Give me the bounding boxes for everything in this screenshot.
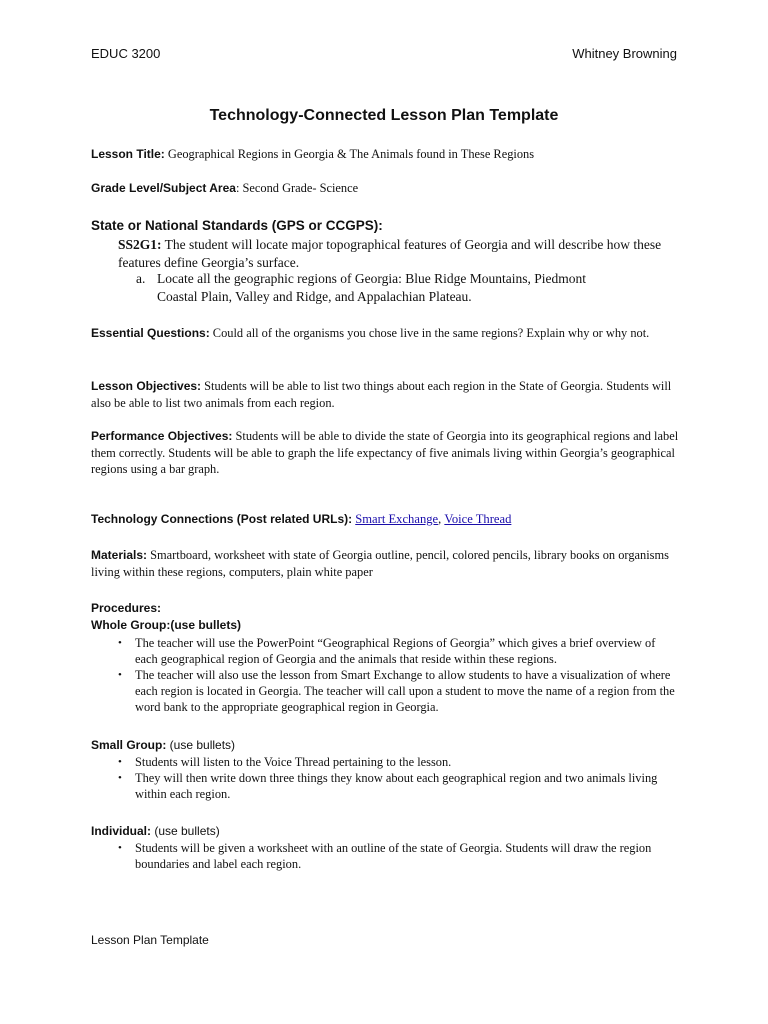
whole-group-heading	[91, 617, 681, 634]
essential-questions-label: Essential Questions:	[91, 326, 210, 340]
smart-exchange-link[interactable]: Smart Exchange	[355, 512, 439, 526]
lesson-objectives-label: Lesson Objectives:	[91, 379, 202, 393]
standards-code: SS2G1:	[118, 237, 162, 252]
procedures-label: Procedures:	[91, 601, 162, 615]
small-group-heading	[91, 737, 681, 754]
performance-objectives-row	[91, 428, 681, 478]
small-group-label: Small Group:	[91, 738, 167, 752]
lesson-title-row	[91, 146, 681, 163]
lesson-title-label: Lesson Title:	[91, 147, 165, 161]
page-footer: Lesson Plan Template	[91, 933, 209, 947]
standards-item-line1: Locate all the geographic regions of Georgia: Blue Ridge Mountains, Piedmont	[157, 271, 587, 286]
bullet-icon: •	[118, 772, 122, 784]
bullet-icon: •	[118, 637, 122, 649]
grade-level-row	[91, 180, 681, 197]
small-group-note: (use bullets)	[166, 738, 236, 752]
bullet-icon: •	[118, 669, 122, 681]
list-item-text: Students will be given a worksheet with an outline of the state of Georgia. Students will draw the region boundaries and label each region.	[135, 841, 652, 871]
list-item-text: Students will listen to the Voice Thread pertaining to the lesson.	[135, 755, 452, 769]
author-name: Whitney Browning	[572, 46, 677, 61]
standards-text: The student will locate major topographical features of Georgia and will describe how these features define Georgia’s surface.	[118, 237, 662, 270]
voice-thread-link[interactable]: Voice Thread	[444, 512, 512, 526]
individual-heading	[91, 823, 681, 840]
list-item	[114, 635, 680, 667]
lesson-title-value: Geographical Regions in Georgia & The Animals found in These Regions	[164, 147, 535, 161]
performance-objectives-value: Students will be able to divide the state of Georgia into its geographical regions and label them correctly. Students will be able to graph the life expectancy of five animals living within Georgia’s geographical regions using a bar graph.	[91, 429, 679, 476]
list-item	[114, 840, 680, 872]
page-title: Technology-Connected Lesson Plan Template	[209, 107, 559, 124]
whole-group-list	[114, 635, 680, 715]
list-item-text: The teacher will use the PowerPoint “Geographical Regions of Georgia” which gives a brief overview of each geographical region of Georgia and the animals that reside within these regions.	[135, 636, 656, 666]
grade-level-value: Second Grade- Science	[239, 181, 359, 195]
standards-item-line2: Coastal Plain, Valley and Ridge, and Appalachian Plateau.	[157, 289, 472, 304]
essential-questions-value: Could all of the organisms you chose live in the same regions? Explain why or why not.	[209, 326, 650, 340]
grade-level-colon: :	[235, 181, 240, 195]
lesson-objectives-value: Students will be able to list two things about each region in the State of Georgia. Students will also be able to list two animals from each region.	[91, 379, 672, 410]
technology-label: Technology Connections (Post related URLs):	[91, 512, 353, 526]
list-item-text: The teacher will also use the lesson from Smart Exchange to allow students to have a visualization of where each region is located in Georgia. The teacher will call upon a student to move the name of a region from the word bank to the appropriate geographical region in Georgia.	[135, 668, 675, 714]
list-item-text: They will then write down three things they know about each geographical region and two animals living within each region.	[135, 771, 658, 801]
standards-item-marker: a.	[136, 271, 146, 286]
materials-label: Materials:	[91, 548, 148, 562]
individual-label: Individual:	[91, 824, 151, 838]
bullet-icon: •	[118, 842, 122, 854]
standards-heading	[91, 218, 681, 235]
list-item	[114, 754, 680, 770]
list-item	[114, 667, 680, 715]
materials-row	[91, 547, 681, 580]
performance-objectives-label: Performance Objectives:	[91, 429, 233, 443]
standards-body	[118, 236, 678, 272]
course-code: EDUC 3200	[91, 46, 161, 61]
lesson-objectives-row	[91, 378, 681, 411]
procedures-heading	[91, 600, 681, 617]
small-group-list	[114, 754, 680, 802]
technology-row	[91, 511, 681, 528]
standards-item	[136, 270, 676, 306]
individual-note: (use bullets)	[151, 824, 220, 838]
bullet-icon: •	[118, 756, 122, 768]
individual-list	[114, 840, 680, 872]
standards-label: State or National Standards (GPS or CCGPS):	[91, 218, 383, 233]
materials-value: Smartboard, worksheet with state of Georgia outline, pencil, colored pencils, library books on organisms living within these regions, computers, plain white paper	[91, 548, 669, 579]
essential-questions-row	[91, 325, 681, 342]
whole-group-label: Whole Group:(use bullets)	[91, 618, 241, 632]
link-separator: ,	[438, 512, 445, 526]
list-item	[114, 770, 680, 802]
grade-level-label: Grade Level/Subject Area	[91, 181, 236, 195]
